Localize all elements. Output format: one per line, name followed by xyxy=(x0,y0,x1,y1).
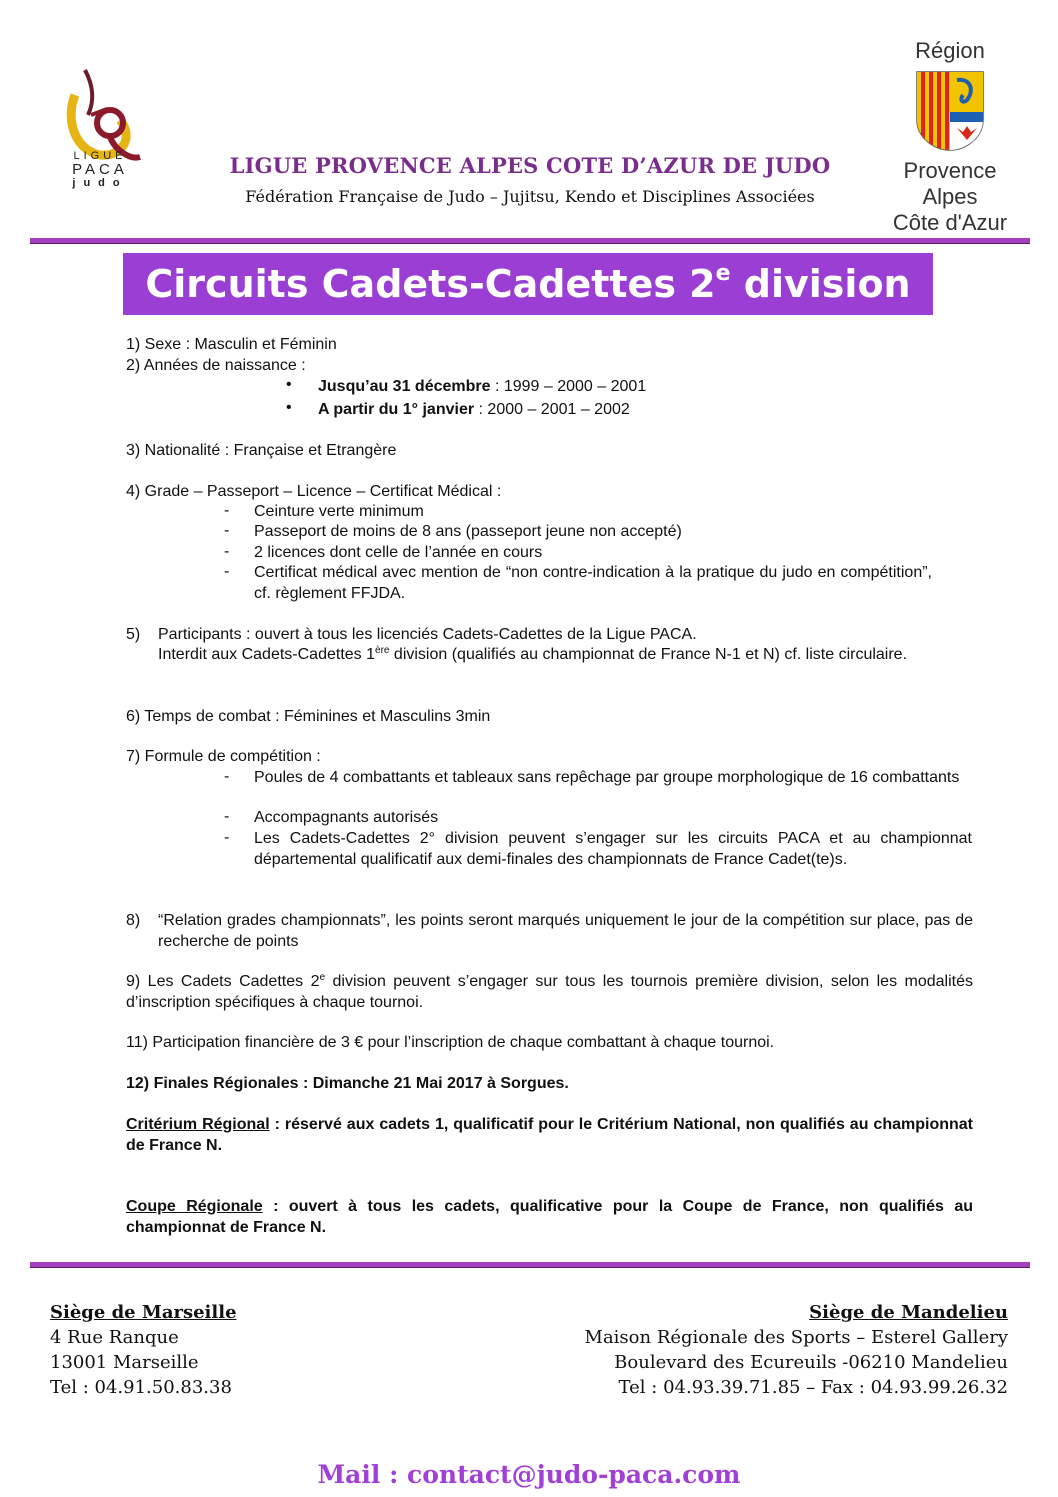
title-end: division xyxy=(730,262,911,306)
item-4-dash-2: Passeport de moins de 8 ans (passeport jeune non accepté) xyxy=(254,523,682,540)
footer-left-line-3: Tel : 04.91.50.83.38 xyxy=(50,1377,232,1398)
bottom-divider xyxy=(30,1262,1030,1268)
item-5-number: 5) xyxy=(126,626,141,643)
top-divider xyxy=(30,238,1030,244)
bullet-1-rest: : 1999 – 2000 – 2001 xyxy=(490,378,647,395)
item-9-text-b: division peuvent s’engager sur tous les tournois première division, selon les modalités d’inscription spécifiques à chaque tournoi. xyxy=(126,973,973,1011)
criterium-label: Critérium Régional xyxy=(126,1116,270,1133)
dash-icon: - xyxy=(224,808,230,825)
footer-right-line-1: Maison Régionale des Sports – Esterel Gallery xyxy=(584,1327,1008,1348)
dash-icon: - xyxy=(224,543,230,560)
item-11: 11) Participation financière de 3 € pour l’inscription de chaque combattant à chaque tournoi. xyxy=(126,1034,775,1051)
logo-line-paca: PACA xyxy=(72,161,128,178)
item-7-dash-2: Accompagnants autorisés xyxy=(254,809,439,826)
item-5-sup: ère xyxy=(375,645,390,656)
region-crest-icon xyxy=(915,70,985,152)
item-9-sup: e xyxy=(319,972,326,983)
item-4: 4) Grade – Passeport – Licence – Certificat Médical : xyxy=(126,483,502,500)
item-8: “Relation grades championnats”, les points seront marqués uniquement le jour de la compétition sur place, pas de recherche de points xyxy=(158,912,973,950)
dash-icon: - xyxy=(224,563,230,580)
bullet-2-bold: A partir du 1° janvier xyxy=(318,401,475,418)
coupe-label: Coupe Régionale xyxy=(126,1198,263,1215)
region-name-line3: Côte d'Azur xyxy=(892,210,1008,235)
dash-icon: - xyxy=(224,502,230,519)
item-4-dash-3: 2 licences dont celle de l’année en cours xyxy=(254,544,543,561)
item-8-number: 8) xyxy=(126,912,141,929)
document-title xyxy=(123,253,933,315)
item-9 xyxy=(126,972,973,1013)
item-9-text-a: 9) Les Cadets Cadettes 2 xyxy=(126,973,320,990)
region-name-line1: Provence xyxy=(903,158,997,183)
item-12: 12) Finales Régionales : Dimanche 21 Mai 2017 à Sorgues. xyxy=(126,1075,569,1092)
league-title: LIGUE PROVENCE ALPES COTE D’AZUR DE JUDO xyxy=(229,153,831,178)
coupe-regionale xyxy=(126,1197,973,1238)
item-3: 3) Nationalité : Française et Etrangère xyxy=(126,442,397,459)
footer-left-line-1: 4 Rue Ranque xyxy=(50,1327,179,1348)
dash-icon: - xyxy=(224,522,230,539)
logo-wordmark xyxy=(55,150,145,189)
item-2-bullet-1 xyxy=(318,377,646,397)
region-names xyxy=(880,158,1020,236)
footer-left xyxy=(50,1300,237,1400)
footer-right-line-3: Tel : 04.93.39.71.85 – Fax : 04.93.99.26.32 xyxy=(618,1377,1008,1398)
bullet-2-rest: : 2000 – 2001 – 2002 xyxy=(474,401,630,418)
title-sup: e xyxy=(715,261,731,286)
region-name-line2: Alpes xyxy=(922,184,978,209)
bullet-icon: • xyxy=(286,376,292,393)
item-5-line-2 xyxy=(158,645,973,666)
bullet-1-bold: Jusqu’au 31 décembre xyxy=(318,378,491,395)
item-1: 1) Sexe : Masculin et Féminin xyxy=(126,336,337,353)
footer-right-title: Siège de Mandelieu xyxy=(809,1302,1008,1323)
contact-email[interactable]: Mail : contact@judo-paca.com xyxy=(317,1460,741,1489)
item-5-text-a: Interdit aux Cadets-Cadettes 1 xyxy=(158,646,376,663)
footer-left-line-2: 13001 Marseille xyxy=(50,1352,199,1373)
logo-line-judo: judo xyxy=(72,177,128,189)
item-5-line-1: Participants : ouvert à tous les licenciés Cadets-Cadettes de la Ligue PACA. xyxy=(158,626,697,643)
bullet-icon: • xyxy=(286,399,292,416)
region-label: Région xyxy=(915,38,985,63)
item-7-dash-3: Les Cadets-Cadettes 2° division peuvent s’engager sur les circuits PACA et au championnat départemental qualificatif aux demi-finales des championnats de France Cadet(te)s. xyxy=(254,830,972,868)
item-5-text-b: division (qualifiés au championnat de France N-1 et N) cf. liste circulaire. xyxy=(389,646,908,663)
criterium-regional xyxy=(126,1115,973,1156)
footer-left-title: Siège de Marseille xyxy=(50,1302,237,1323)
footer-right-line-2: Boulevard des Ecureuils -06210 Mandelieu xyxy=(614,1352,1008,1373)
dash-icon: - xyxy=(224,768,230,785)
item-7-dash-1: Poules de 4 combattants et tableaux sans repêchage par groupe morphologique de 16 combattants xyxy=(254,769,960,786)
item-4-dash-1: Ceinture verte minimum xyxy=(254,503,424,520)
item-7: 7) Formule de compétition : xyxy=(126,748,321,765)
logo-line-ligue: LIGUE xyxy=(73,150,127,162)
item-6: 6) Temps de combat : Féminines et Masculins 3min xyxy=(126,708,491,725)
item-2: 2) Années de naissance : xyxy=(126,357,306,374)
coupe-text: : ouvert à tous les cadets, qualificative pour la Coupe de France, non qualifiés au championnat de France N. xyxy=(126,1198,973,1236)
criterium-text: : réservé aux cadets 1, qualificatif pour le Critérium National, non qualifiés au championnat de France N. xyxy=(126,1116,973,1154)
item-4-dash-4: Certificat médical avec mention de “non contre-indication à la pratique du judo en compétition”, cf. règlement FFJDA. xyxy=(254,564,932,602)
federation-subtitle: Fédération Française de Judo – Jujitsu, Kendo et Disciplines Associées xyxy=(245,187,815,206)
dash-icon: - xyxy=(224,829,230,846)
title-main: Circuits Cadets-Cadettes 2 xyxy=(145,262,716,306)
footer-right xyxy=(585,1300,1008,1400)
region-logo xyxy=(880,38,1020,236)
item-2-bullet-2 xyxy=(318,400,630,420)
